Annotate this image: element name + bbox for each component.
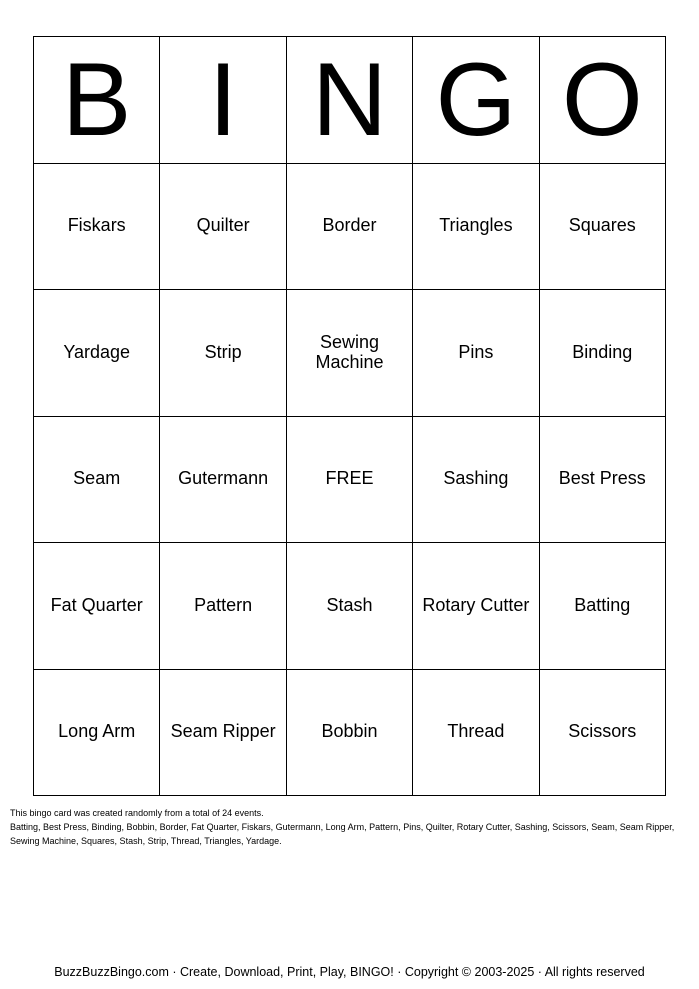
bingo-square: Fat Quarter — [34, 543, 160, 670]
bingo-square: Thread — [413, 670, 539, 797]
bingo-square: Pattern — [160, 543, 286, 670]
bingo-square: Stash — [287, 543, 413, 670]
bingo-square: Yardage — [34, 290, 160, 417]
bingo-square: Sashing — [413, 417, 539, 544]
bingo-square: Fiskars — [34, 164, 160, 291]
bingo-square: Batting — [540, 543, 666, 670]
bingo-square: Seam Ripper — [160, 670, 286, 797]
bingo-square: Binding — [540, 290, 666, 417]
bingo-square: Triangles — [413, 164, 539, 291]
bingo-square: Quilter — [160, 164, 286, 291]
card-info — [10, 806, 690, 848]
bingo-square: Squares — [540, 164, 666, 291]
bingo-square: Strip — [160, 290, 286, 417]
header-letter-b: B — [34, 37, 160, 164]
header-letter-i: I — [160, 37, 286, 164]
bingo-square: Gutermann — [160, 417, 286, 544]
bingo-square: Seam — [34, 417, 160, 544]
bingo-square: Rotary Cutter — [413, 543, 539, 670]
header-letter-n: N — [287, 37, 413, 164]
bingo-square: Bobbin — [287, 670, 413, 797]
bingo-square: Border — [287, 164, 413, 291]
bingo-card — [33, 36, 666, 796]
card-info-event-list: Batting, Best Press, Binding, Bobbin, Border, Fat Quarter, Fiskars, Gutermann, Long Arm, Pattern, Pins, Quilter, Rotary Cutter, Sashing, Scissors, Seam, Seam Ripper, Sewing Machine, Squares, Stash, Strip, Thread, Triangles, Yardage. — [10, 822, 675, 846]
header-letter-o: O — [540, 37, 666, 164]
bingo-square: Long Arm — [34, 670, 160, 797]
bingo-square: Best Press — [540, 417, 666, 544]
bingo-square: Sewing Machine — [287, 290, 413, 417]
header-letter-g: G — [413, 37, 539, 164]
footer-copyright: BuzzBuzzBingo.com · Create, Download, Print, Play, BINGO! · Copyright © 2003-2025 · All rights reserved — [54, 965, 645, 979]
bingo-square: Scissors — [540, 670, 666, 797]
bingo-square: Pins — [413, 290, 539, 417]
card-info-summary: This bingo card was created randomly from a total of 24 events. — [10, 808, 264, 818]
free-square: FREE — [287, 417, 413, 544]
